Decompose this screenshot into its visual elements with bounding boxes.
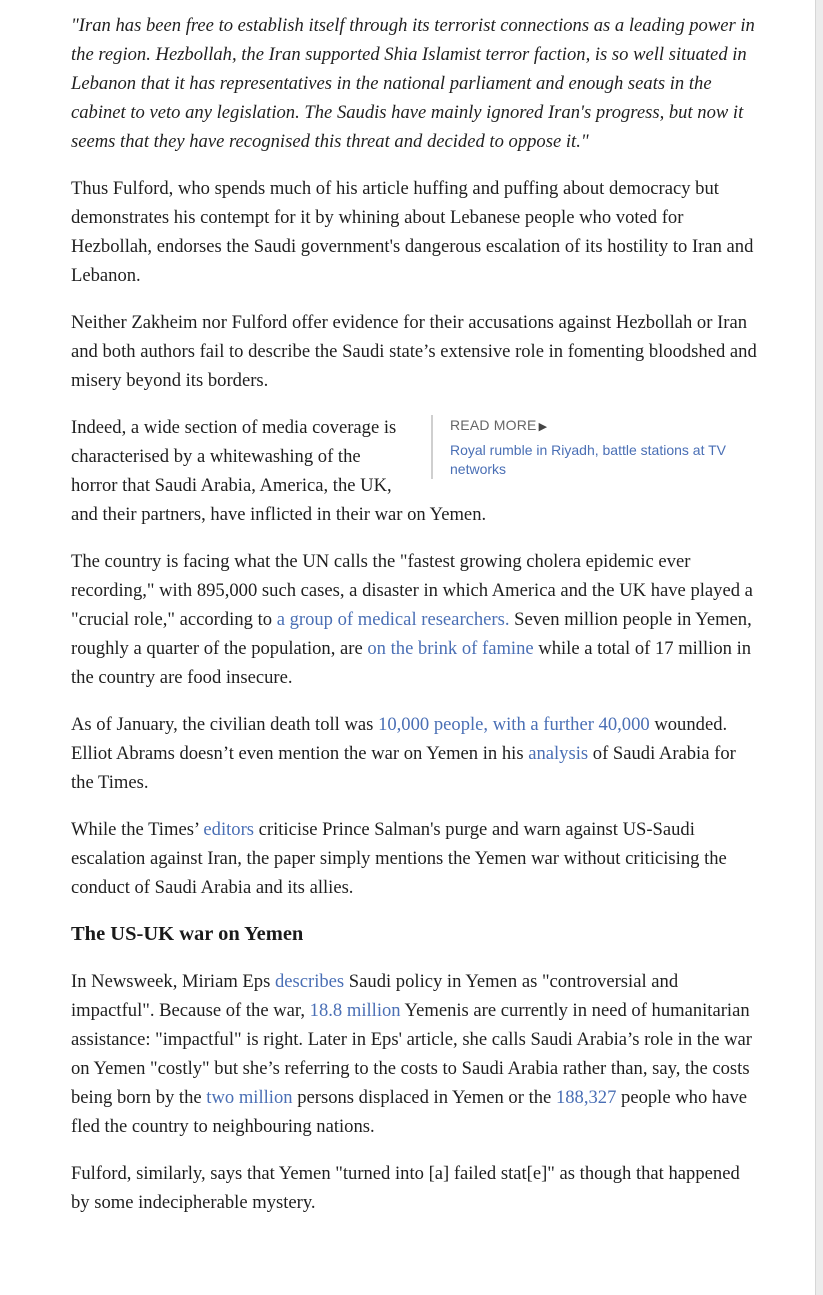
text-run: While the Times’ xyxy=(71,819,204,840)
text-run: Seven million people in Yemen, roughly a quarter of the population, are xyxy=(71,609,752,659)
read-more-link[interactable]: Royal rumble in Riyadh, battle stations at TV networks xyxy=(450,442,726,477)
text-run: while a total of 17 million in the country are food insecure. xyxy=(71,638,752,688)
link-188327[interactable]: 188,327 xyxy=(555,1087,617,1108)
link-analysis[interactable]: analysis xyxy=(528,743,589,764)
paragraph xyxy=(71,815,761,902)
read-more-box xyxy=(431,413,761,479)
link-brink-of-famine[interactable]: on the brink of famine xyxy=(367,638,534,659)
link-death-toll[interactable]: 10,000 people, with a further 40,000 xyxy=(378,714,650,735)
text-run: people who have fled the country to neighbouring nations. xyxy=(71,1087,748,1137)
text-run: In Newsweek, Miriam Eps xyxy=(71,971,275,992)
text-run: Yemenis are currently in need of humanitarian assistance: "impactful" is right. Later in Eps' article, she calls Saudi Arabia’s role in the war on Yemen "costly" but she’s referring to the costs to Saudi Arabia rather than, say, the costs being born by the xyxy=(71,1000,752,1108)
link-editors[interactable]: editors xyxy=(203,819,254,840)
paragraph: Indeed, a wide section of media coverage is characterised by a whitewashing of the horror that Saudi Arabia, America, the UK, and their partners, have inflicted in their war on Yemen. xyxy=(71,417,487,525)
text-run: wounded. Elliot Abrams doesn’t even mention the war on Yemen in his xyxy=(71,714,728,764)
section-heading: The US-UK war on Yemen xyxy=(71,923,304,945)
link-18-8-million[interactable]: 18.8 million xyxy=(309,1000,401,1021)
paragraph xyxy=(71,547,761,692)
link-two-million[interactable]: two million xyxy=(206,1087,293,1108)
paragraph: Fulford, similarly, says that Yemen "turned into [a] failed stat[e]" as though that happened by some indecipherable mystery. xyxy=(71,1163,740,1213)
paragraph: Thus Fulford, who spends much of his article huffing and puffing about democracy but demonstrates his contempt for it by whining about Lebanese people who voted for Hezbollah, endorses the Saudi government's dangerous escalation of its hostility to Iran and Lebanon. xyxy=(71,178,754,286)
text-run: Saudi policy in Yemen as "controversial and impactful". Because of the war, xyxy=(71,971,679,1021)
read-more-panel xyxy=(431,415,761,479)
paragraph xyxy=(71,710,761,797)
text-run: persons displaced in Yemen or the xyxy=(292,1087,556,1108)
text-run: As of January, the civilian death toll was xyxy=(71,714,379,735)
quote-paragraph: "Iran has been free to establish itself through its terrorist connections as a leading power in the region. Hezbollah, the Iran supported Shia Islamist terror faction, is so well situated in Lebanon that it has representatives in the national parliament and enough seats in the cabinet to veto any legislation. The Saudis have mainly ignored Iran's progress, but now it seems that they have recognised this threat and decided to oppose it." xyxy=(71,15,755,152)
text-run: criticise Prince Salman's purge and warn against US-Saudi escalation against Iran, the paper simply mentions the Yemen war without criticising the conduct of Saudi Arabia and its allies. xyxy=(71,819,727,898)
paragraph-with-aside xyxy=(71,413,761,547)
article-body xyxy=(71,11,761,1235)
paragraph xyxy=(71,967,761,1141)
link-medical-researchers[interactable]: a group of medical researchers. xyxy=(276,609,510,630)
read-more-heading xyxy=(450,415,761,437)
text-run: The country is facing what the UN calls the "fastest growing cholera epidemic ever recording," with 895,000 such cases, a disaster in which America and the UK have played a "crucial role," according to xyxy=(71,551,753,630)
text-run: of Saudi Arabia for the Times. xyxy=(71,743,736,793)
link-describes[interactable]: describes xyxy=(274,971,345,992)
read-more-label: READ MORE xyxy=(450,417,537,433)
play-arrow-icon: ▶ xyxy=(538,421,548,433)
paragraph: Neither Zakheim nor Fulford offer evidence for their accusations against Hezbollah or Iran and both authors fail to describe the Saudi state’s extensive role in fomenting bloodshed and misery beyond its borders. xyxy=(71,312,757,391)
